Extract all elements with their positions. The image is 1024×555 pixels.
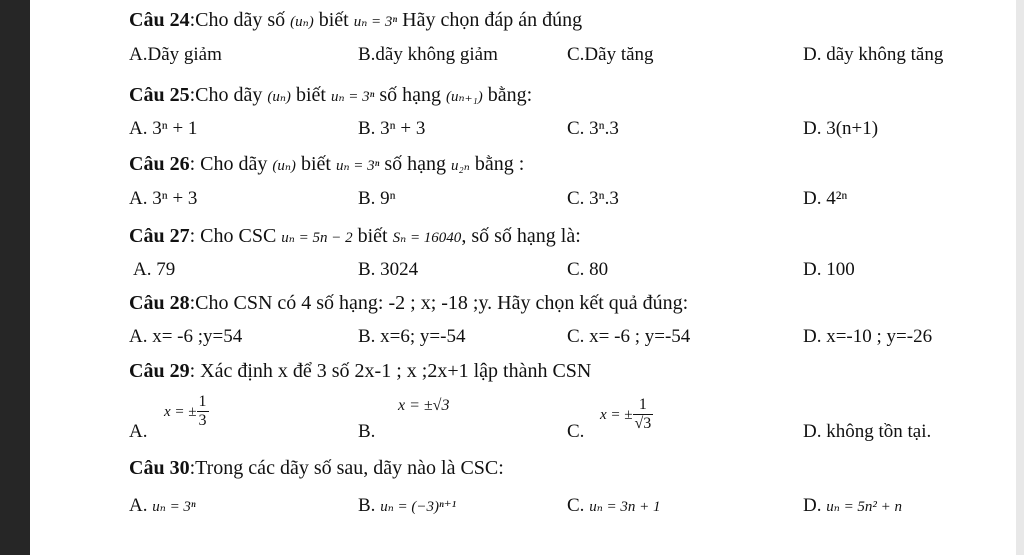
question-text: :Cho dãy số — [189, 9, 291, 31]
question-text: bằng: — [482, 84, 533, 106]
option-c: C.Dãy tăng — [567, 44, 654, 65]
question-text: , số số hạng là: — [461, 225, 581, 247]
question-30 — [129, 456, 504, 480]
question-label: Câu 25 — [129, 84, 190, 106]
option-b: B. 3ⁿ + 3 — [358, 118, 426, 139]
math-expr: (uₙ) — [272, 158, 296, 174]
option-c-math — [600, 396, 653, 433]
question-text: : Cho CSC — [189, 225, 282, 247]
question-label: Câu 28 — [129, 292, 190, 314]
question-29 — [129, 359, 591, 383]
math-expr: (uₙ₊₁) — [446, 89, 483, 105]
option-b: B.dãy không giảm — [358, 44, 498, 65]
option-a: A. x= -6 ;y=54 — [129, 326, 243, 347]
option-c: C. 3ⁿ.3 — [567, 188, 619, 209]
question-text: biết — [290, 84, 331, 106]
option-c-label: C. — [567, 421, 585, 442]
question-text: :Cho CSN có 4 số hạng: -2 ; x; -18 ;y. Hãy chọn kết quả đúng: — [189, 292, 689, 314]
math-expr: uₙ = 5n − 2 — [281, 230, 353, 246]
option-d: D. x=-10 ; y=-26 — [803, 326, 933, 347]
option-a-label: A. — [129, 421, 148, 442]
fraction-denominator: √3 — [634, 415, 652, 432]
fraction-denominator: 3 — [198, 412, 207, 429]
option-c: C. 80 — [567, 259, 609, 280]
option-letter: B. — [358, 495, 376, 516]
fraction — [197, 393, 209, 430]
option-a: A. 79 — [133, 259, 176, 280]
math-expr: x = ± — [600, 406, 633, 423]
option-d — [803, 494, 902, 519]
option-a: A. 3ⁿ + 1 — [129, 118, 198, 139]
option-d: D. không tồn tại. — [803, 421, 932, 442]
question-25 — [129, 83, 532, 109]
math-expr: uₙ = 5n² + n — [826, 499, 903, 515]
question-text: biết — [352, 225, 393, 247]
option-a — [129, 494, 196, 519]
question-26 — [129, 152, 524, 178]
option-b: B. 3024 — [358, 259, 419, 280]
question-label: Câu 30 — [129, 457, 190, 479]
question-label: Câu 29 — [129, 360, 190, 382]
option-a: A. 3ⁿ + 3 — [129, 188, 198, 209]
math-expr: uₙ = 3ⁿ — [335, 158, 380, 174]
question-text: số hạng — [374, 84, 447, 106]
option-c: C. 3ⁿ.3 — [567, 118, 619, 139]
question-text: :Cho dãy — [189, 84, 268, 106]
option-a: A.Dãy giảm — [129, 44, 222, 65]
option-b-label: B. — [358, 421, 376, 442]
question-text: : Xác định x để 3 số 2x-1 ; x ;2x+1 lập thành CSN — [189, 360, 592, 382]
question-text: :Trong các dãy số sau, dãy nào là CSC: — [189, 457, 504, 479]
question-label: Câu 24 — [129, 9, 190, 31]
option-b-math: x = ±√3 — [398, 397, 450, 414]
question-text: biết — [295, 153, 336, 175]
question-label: Câu 26 — [129, 153, 190, 175]
question-27 — [129, 224, 581, 250]
math-expr: Sₙ = 16040 — [392, 230, 462, 246]
option-b — [358, 494, 456, 519]
option-b: B. 9ⁿ — [358, 188, 396, 209]
math-expr: uₙ = 3ⁿ — [353, 14, 398, 30]
option-letter: C. — [567, 495, 585, 516]
math-expr: (uₙ) — [290, 14, 314, 30]
option-c: C. x= -6 ; y=-54 — [567, 326, 691, 347]
option-d: D. 3(n+1) — [803, 118, 879, 139]
question-text: : Cho dãy — [189, 153, 273, 175]
option-d: D. dãy không tăng — [803, 44, 944, 65]
fraction — [633, 396, 654, 433]
question-text: số hạng — [379, 153, 452, 175]
math-expr: u₂ₙ — [451, 158, 470, 174]
option-letter: A. — [129, 495, 148, 516]
option-d: D. 100 — [803, 259, 855, 280]
question-text: biết — [313, 9, 354, 31]
math-expr: (uₙ) — [267, 89, 291, 105]
math-expr: uₙ = (−3)ⁿ⁺¹ — [380, 499, 457, 515]
question-28 — [129, 291, 688, 315]
math-expr: uₙ = 3ⁿ — [152, 499, 196, 515]
fraction-numerator: 1 — [198, 393, 207, 410]
question-24 — [129, 8, 582, 34]
question-label: Câu 27 — [129, 225, 190, 247]
option-c — [567, 494, 661, 519]
fraction-numerator: 1 — [633, 396, 654, 415]
option-b: B. x=6; y=-54 — [358, 326, 466, 347]
question-text: bằng : — [469, 153, 525, 175]
math-expr: x = ± — [164, 403, 197, 420]
option-letter: D. — [803, 495, 822, 516]
option-a-math — [164, 393, 209, 430]
math-expr: uₙ = 3n + 1 — [589, 499, 661, 515]
math-expr: uₙ = 3ⁿ — [330, 89, 375, 105]
option-d: D. 4²ⁿ — [803, 188, 848, 209]
question-text: Hãy chọn đáp án đúng — [397, 9, 583, 31]
